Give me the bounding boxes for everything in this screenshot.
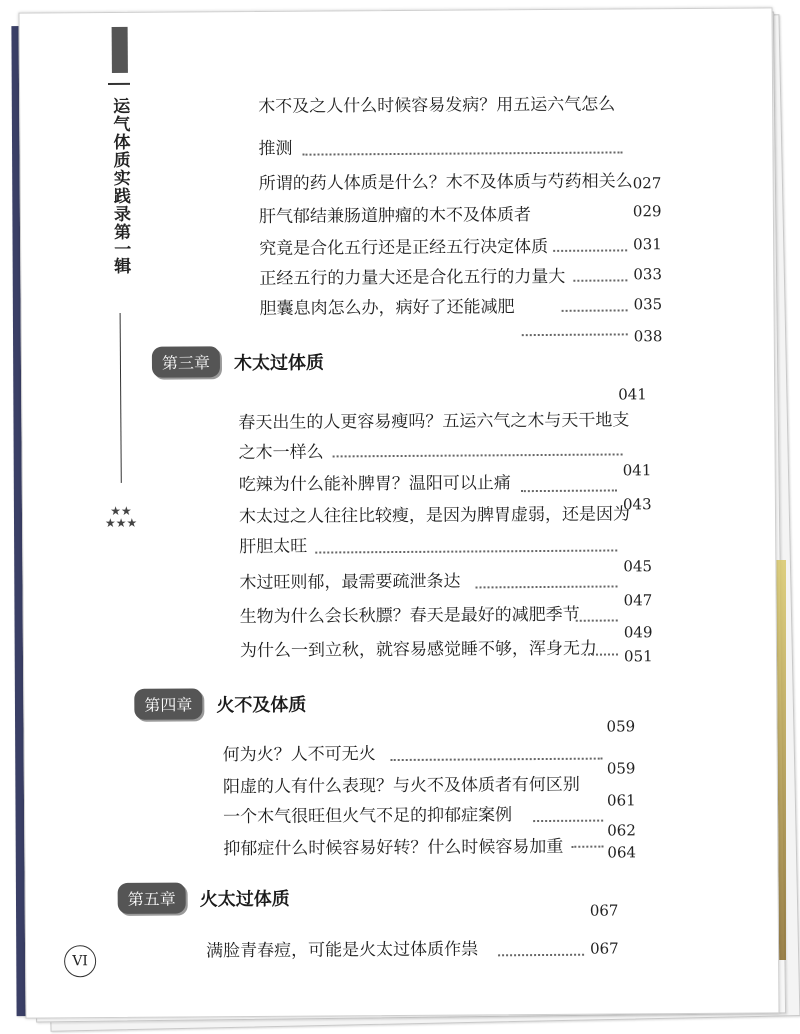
leader-dots	[302, 151, 622, 155]
entry-page: 041	[622, 461, 652, 480]
chapter-badge: 第五章	[118, 882, 186, 913]
spine-volume: 第一辑	[109, 222, 131, 275]
entry-page: 045	[623, 557, 653, 576]
entry-text: 何为火？人不可无火	[222, 744, 376, 766]
leader-dots	[571, 846, 603, 848]
chapter-badge: 第四章	[134, 688, 202, 719]
entry-text: 生物为什么会长秋膘？春天是最好的减肥季节	[239, 604, 580, 628]
entry-page: 031	[633, 235, 662, 254]
chapter-badge: 第三章	[152, 346, 220, 377]
entry-text: 所谓的药人体质是什么？木不及体质与芍药相关么	[258, 171, 633, 194]
leader-dots	[576, 619, 618, 621]
entry-page: 059	[606, 759, 636, 778]
entry-page: 061	[606, 791, 636, 810]
entry-page: 047	[623, 591, 653, 610]
chapter-title: 火不及体质	[216, 694, 307, 716]
leader-dots	[498, 954, 584, 957]
entry-text: 木太过之人往往比较瘦，是因为脾胃虚弱，还是因为	[238, 504, 631, 528]
entry-text: 肝胆太旺	[239, 536, 308, 558]
leader-dots	[315, 549, 617, 553]
entry-page: 049	[623, 623, 653, 642]
leader-dots	[521, 489, 617, 492]
entry-text: 木过旺则郁，最需要疏泄条达	[239, 571, 461, 594]
leader-dots	[584, 653, 618, 655]
entry-text: 吃辣为什么能补脾胃？温阳可以止痛	[238, 473, 511, 496]
leader-dots	[533, 820, 603, 822]
entry-text: 为什么一到立秋，就容易感觉睡不够，浑身无力	[239, 638, 598, 662]
leader-dots	[553, 249, 627, 252]
entry-text: 春天出生的人更容易瘦吗？五运六气之木与天干地支	[238, 410, 630, 434]
spine-bar	[112, 27, 128, 73]
spine-title: 运气体质实践录	[109, 96, 130, 224]
leader-dots	[333, 453, 623, 457]
chapter-title: 火太过体质	[199, 888, 290, 910]
leader-dots	[573, 279, 627, 281]
leader-dots	[391, 758, 603, 761]
entry-page: 029	[632, 202, 662, 221]
chapter-page: 059	[606, 717, 636, 736]
stars-icon: ★★ ★★★	[104, 503, 138, 531]
entry-text: 抑郁症什么时候容易好转？什么时候容易加重	[223, 836, 564, 860]
toc-page	[18, 7, 779, 1018]
spine-dash	[108, 83, 130, 85]
entry-text: 正经五行的力量大还是合化五行的力量大	[259, 266, 566, 289]
chapter-title: 木太过体质	[233, 352, 325, 374]
page-number: VI	[64, 945, 96, 977]
leader-dots	[476, 585, 618, 588]
chapter-heading[interactable]	[152, 346, 324, 378]
entry-page: 064	[607, 843, 637, 862]
entry-text: 阳虚的人有什么表现？与火不及体质者有何区别	[222, 774, 580, 798]
entry-page: 035	[633, 295, 663, 314]
entry-text: 究竟是合化五行还是正经五行决定体质	[259, 236, 549, 259]
entry-page: 043	[622, 495, 652, 514]
chapter-heading[interactable]	[118, 882, 290, 914]
spine-line	[120, 313, 122, 483]
entry-text: 木不及之人什么时候容易发病？用五运六气怎么	[258, 94, 616, 117]
entry-page: 062	[607, 821, 636, 840]
chapter-page: 067	[589, 901, 619, 920]
entry-page: 033	[633, 265, 663, 284]
entry-text: 胆囊息肉怎么办，病好了还能减肥	[259, 297, 515, 319]
entry-text: 满脸青春痘，可能是火太过体质作祟	[205, 939, 479, 962]
leader-dots	[562, 309, 628, 311]
entry-text: 肝气郁结兼肠道肿瘤的木不及体质者	[258, 205, 531, 227]
entry-text: 一个木气很旺但火气不足的抑郁症案例	[223, 805, 513, 828]
leader-dots	[522, 333, 628, 336]
entry-text: 推测	[258, 138, 293, 159]
chapter-page: 041	[618, 385, 647, 404]
entry-page: 038	[633, 327, 663, 346]
entry-page: 027	[632, 174, 662, 193]
entry-page: 067	[589, 939, 619, 958]
entry-page: 051	[623, 647, 653, 666]
entry-text: 之木一样么	[238, 442, 324, 464]
chapter-heading[interactable]	[134, 688, 306, 720]
